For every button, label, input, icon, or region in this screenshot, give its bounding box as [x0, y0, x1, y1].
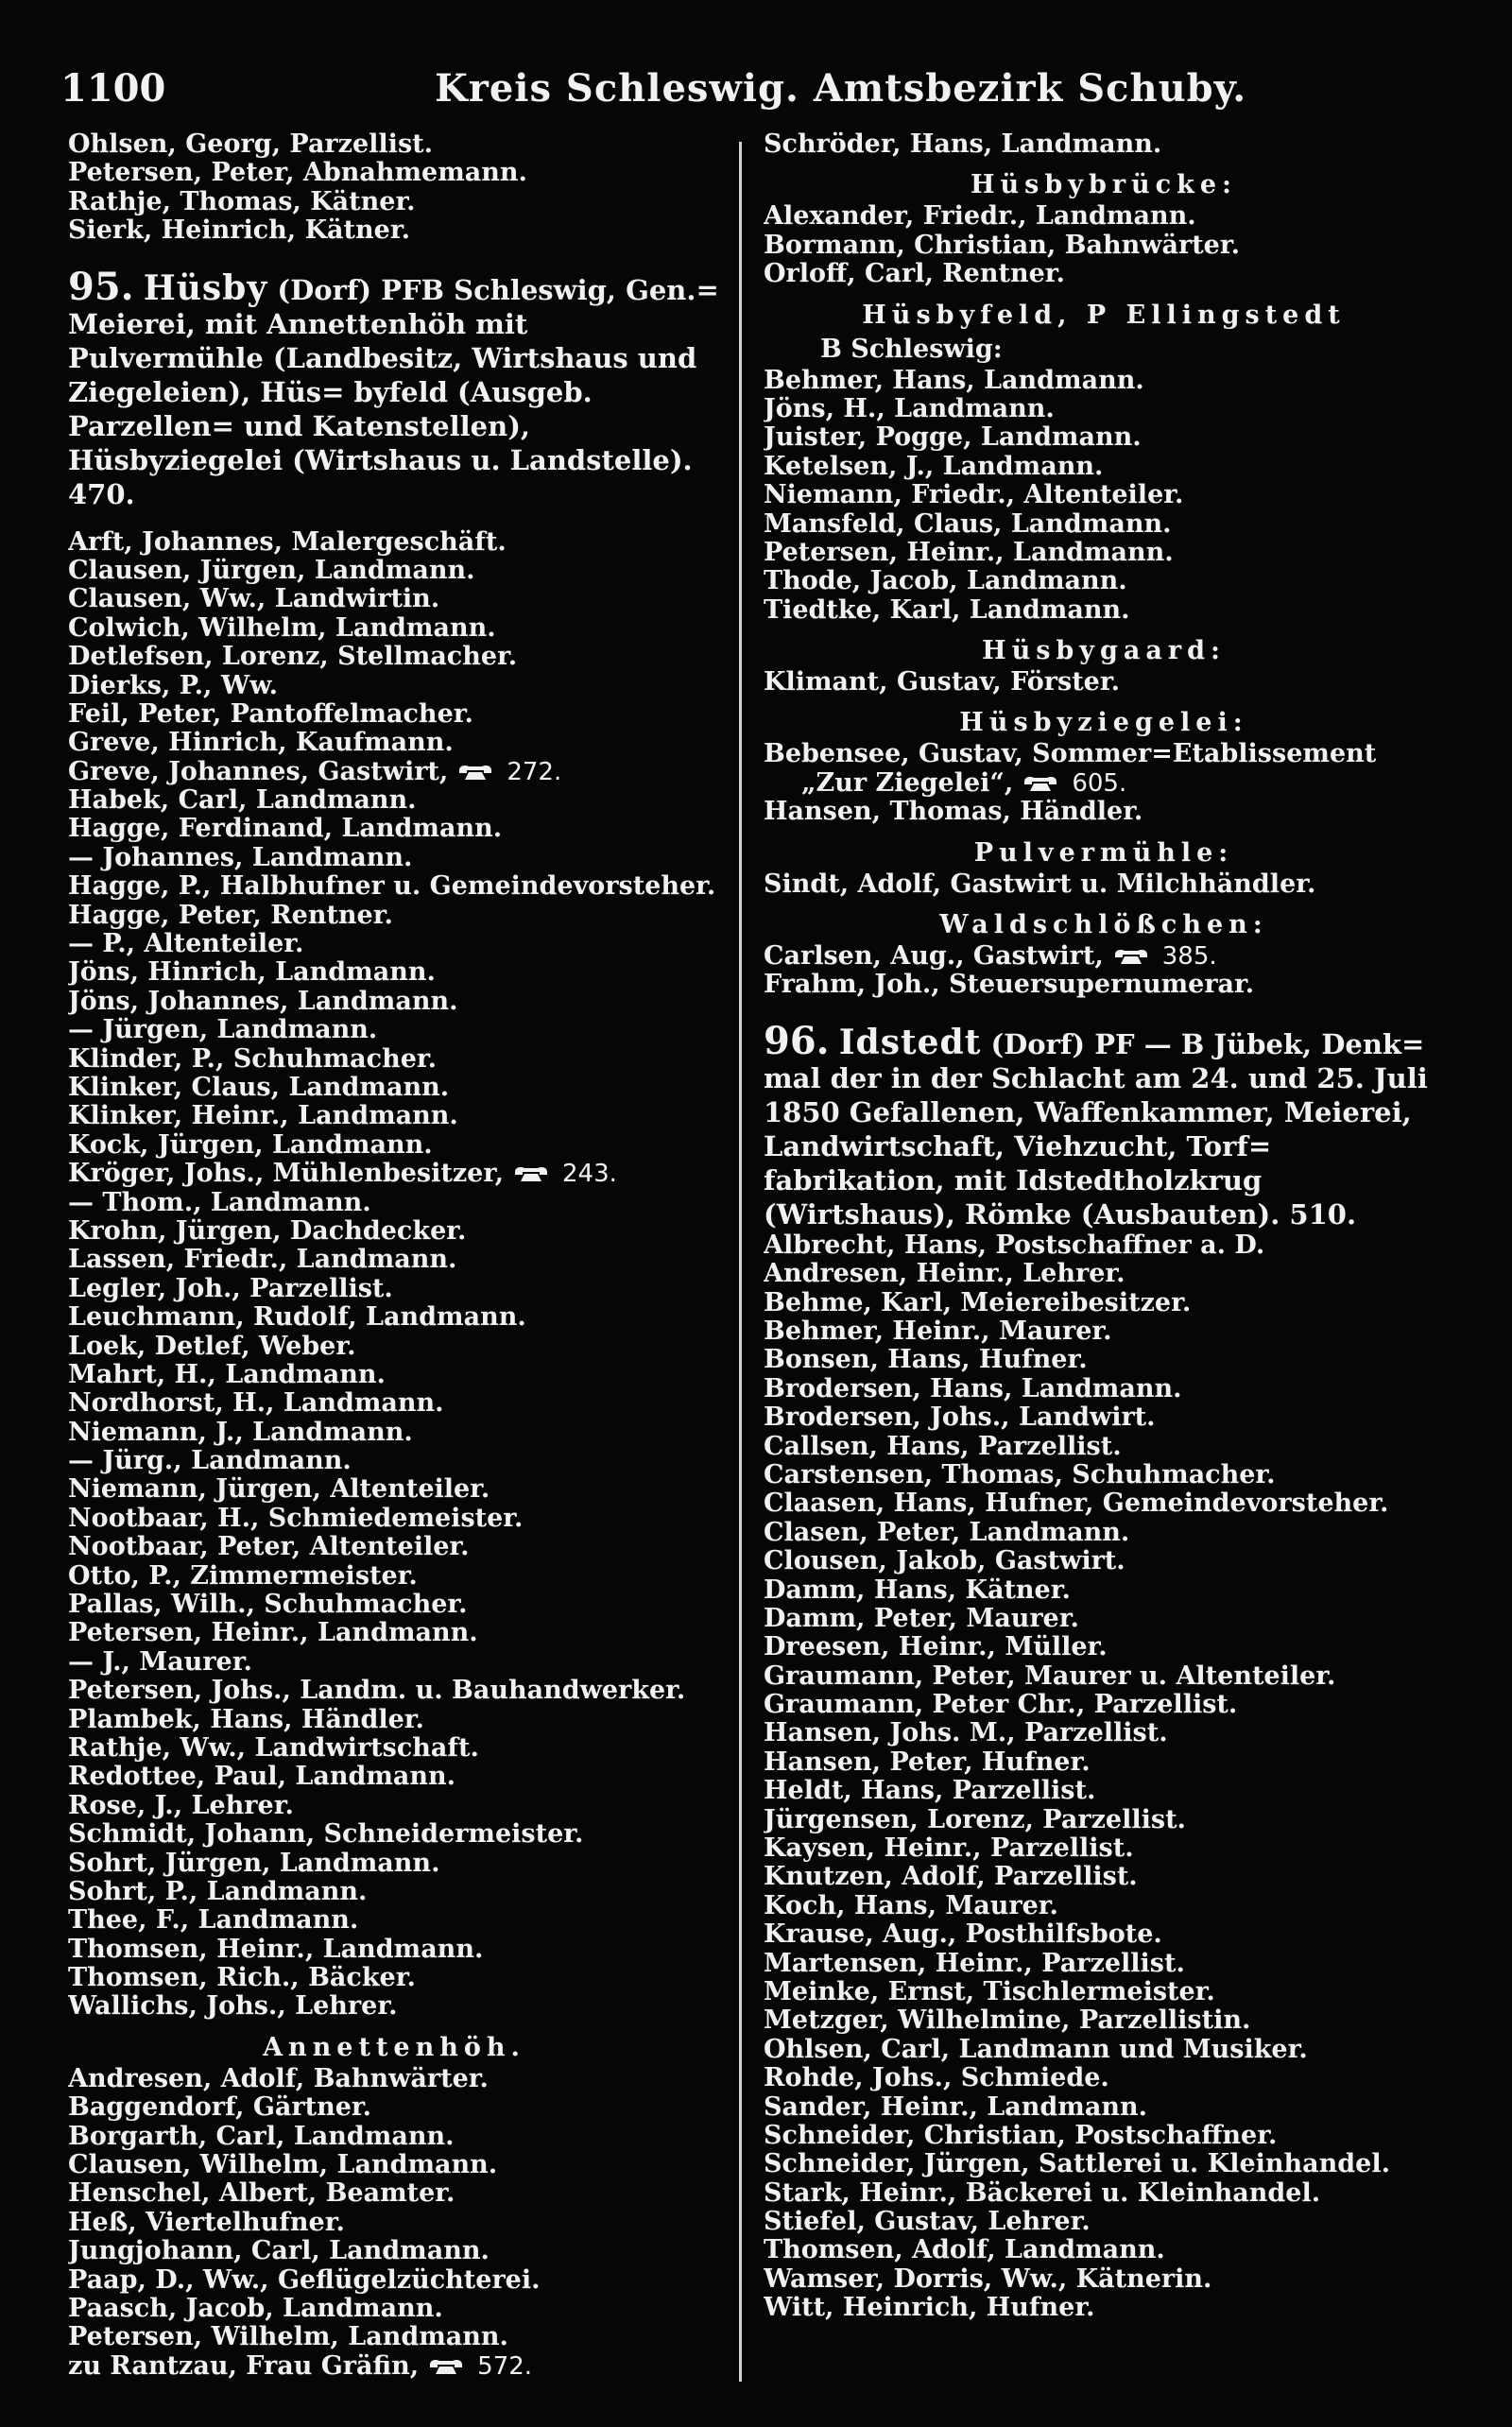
directory-entry [764, 2150, 1444, 2178]
locality-heading: Hüsbyfeld, P Ellingstedt [862, 300, 1346, 330]
entry-text: Rathje, Ww., Landwirtschaft. [68, 1733, 479, 1763]
telephone-icon [513, 1164, 549, 1183]
directory-entry [68, 1591, 720, 1619]
municipality-heading [68, 264, 720, 511]
entry-text: Petersen, Heinr., Landmann. [764, 538, 1174, 567]
entry-text: Graumann, Peter Chr., Parzellist. [764, 1691, 1238, 1720]
directory-entry [764, 1691, 1444, 1719]
directory-entry [764, 1633, 1444, 1661]
entry-text: Clausen, Wilhelm, Landmann. [68, 2151, 498, 2180]
directory-entry [68, 1763, 720, 1791]
directory-entry [764, 1461, 1444, 1489]
directory-entry [68, 1792, 720, 1820]
spacer [68, 246, 720, 263]
entry-text: Jöns, Johannes, Landmann. [68, 987, 458, 1016]
postal-line: B Schleswig: [820, 334, 1003, 364]
directory-entry [68, 1677, 720, 1705]
entry-text: Schneider, Jürgen, Sattlerei u. Kleinhandel. [764, 2150, 1390, 2179]
directory-entry [764, 1346, 1444, 1374]
telephone-icon [1113, 947, 1149, 966]
directory-entry [68, 1533, 720, 1561]
municipality-description: (Dorf) PF — B Jübek, Denk= [990, 1027, 1425, 1060]
entry-text: Feil, Peter, Pantoffelmacher. [68, 699, 473, 729]
municipality-description: (Landbesitz, Wirtshaus und Ziegeleien), Hüs= [68, 341, 697, 408]
entry-text: Klinder, P., Schuhmacher. [68, 1044, 438, 1074]
directory-entry [764, 1978, 1444, 2006]
entry-text: Petersen, Wilhelm, Landmann. [68, 2323, 508, 2352]
running-title: Kreis Schleswig. Amtsbezirk Schuby. [435, 66, 1247, 111]
entry-text: Nootbaar, Peter, Altenteiler. [68, 1533, 470, 1562]
page-number: 1100 [60, 66, 166, 111]
entry-text: Klinker, Heinr., Landmann. [68, 1102, 458, 1131]
entry-text: Hansen, Thomas, Händler. [764, 798, 1143, 827]
directory-entry [764, 798, 1444, 826]
phone-number: 605. [1072, 768, 1127, 798]
entry-text: Sindt, Adolf, Gastwirt u. Milchhändler. [764, 869, 1316, 899]
entry-text: Arft, Johannes, Malergeschäft. [68, 527, 507, 557]
entry-text: Martensen, Heinr., Parzellist. [764, 1949, 1185, 1978]
directory-entry [68, 1303, 720, 1332]
entry-text: Niemann, Friedr., Altenteiler. [764, 481, 1184, 510]
directory-entry [68, 988, 720, 1016]
entry-text: Damm, Hans, Kätner. [764, 1575, 1071, 1605]
entry-text: Ketelsen, J., Landmann. [764, 452, 1104, 481]
entry-text: Henschel, Albert, Beamter. [68, 2179, 455, 2209]
directory-entry [68, 1275, 720, 1303]
entry-text: Behmer, Heinr., Maurer. [764, 1317, 1112, 1346]
entry-text: Brodersen, Johs., Landwirt. [764, 1403, 1156, 1433]
directory-entry: Rathje, Thomas, Kätner. [68, 187, 416, 216]
directory-entry [764, 942, 1444, 971]
directory-entry [764, 1777, 1444, 1805]
directory-entry [764, 1834, 1444, 1863]
entry-text: Carlsen, Aug., Gastwirt, [764, 942, 1104, 972]
entry-text: Krause, Aug., Posthilfsbote. [764, 1920, 1162, 1950]
entry-text: Hansen, Peter, Hufner. [764, 1747, 1091, 1777]
directory-entry [68, 958, 720, 987]
directory-entry [764, 1231, 1444, 1260]
entry-text: Andresen, Heinr., Lehrer. [764, 1260, 1125, 1289]
municipality-description: Hüsbyziegelei (Wirtshaus u. Landstelle). 470. [68, 443, 693, 510]
entry-text: Clausen, Jürgen, Landmann. [68, 556, 475, 585]
directory-entry: Schröder, Hans, Landmann. [764, 130, 1162, 159]
entry-text: Knutzen, Adolf, Parzellist. [764, 1863, 1138, 1892]
spacer [68, 511, 720, 528]
entry-text: — Thom., Landmann. [68, 1188, 371, 1217]
directory-entry [764, 510, 1444, 539]
entry-text: Niemann, Jürgen, Altenteiler. [68, 1475, 490, 1505]
entry-text: Kock, Jürgen, Landmann. [68, 1130, 433, 1160]
telephone-icon [1022, 774, 1058, 793]
directory-entry [764, 2006, 1444, 2035]
entry-text: Kröger, Johs., Mühlenbesitzer, [68, 1160, 505, 1189]
directory-entry [764, 1806, 1444, 1834]
entry-text: zu Rantzau, Frau Gräfin, [68, 2351, 420, 2381]
directory-entry [764, 1920, 1444, 1949]
entry-text: Hansen, Johs. M., Parzellist. [764, 1719, 1168, 1748]
entry-text: Orloff, Carl, Rentner. [764, 260, 1065, 289]
directory-entry [68, 902, 720, 930]
right-column [764, 130, 1444, 2323]
directory-entry [764, 1605, 1444, 1633]
entry-text: Wamser, Dorris, Ww., Kätnerin. [764, 2264, 1212, 2294]
entry-text: Rose, J., Lehrer. [68, 1791, 294, 1820]
directory-entry [68, 1102, 720, 1130]
entry-text: Niemann, J., Landmann. [68, 1418, 413, 1447]
directory-entry [764, 596, 1444, 625]
entry-text: Jungjohann, Carl, Landmann. [68, 2237, 490, 2266]
directory-entry [68, 2266, 720, 2295]
entry-text: Callsen, Hans, Parzellist. [764, 1432, 1122, 1461]
entry-text: — Johannes, Landmann. [68, 843, 413, 872]
directory-entry [68, 1475, 720, 1504]
entry-text: Metzger, Wilhelmine, Parzellistin. [764, 2006, 1251, 2036]
directory-entry [68, 585, 720, 613]
column-divider [739, 142, 742, 2382]
entry-text: „Zur Ziegelei“, [801, 768, 1014, 798]
directory-entry [68, 786, 720, 815]
locality-heading: Annettenhöh. [263, 2032, 525, 2062]
entry-text: Klimant, Gustav, Förster. [764, 668, 1121, 697]
locality-heading: Pulvermühle: [973, 837, 1234, 868]
directory-entry [68, 2065, 720, 2093]
directory-entry [68, 1447, 720, 1475]
directory-entry [68, 1562, 720, 1591]
entry-text: Rohde, Johs., Schmiede. [764, 2064, 1109, 2093]
directory-entry [68, 1619, 720, 1647]
directory-entry [764, 1748, 1444, 1777]
directory-entry [764, 1892, 1444, 1920]
entry-text: Hagge, Peter, Rentner. [68, 901, 393, 930]
entry-text: Pallas, Wilh., Schuhmacher. [68, 1591, 468, 1620]
municipality-description: Juli 1850 Gefallenen, Waffenkammer, [764, 1061, 1428, 1128]
entry-text: Tiedtke, Karl, Landmann. [764, 595, 1130, 625]
entry-text: Redottee, Paul, Landmann. [68, 1763, 456, 1792]
locality-heading: Hüsbybrücke: [971, 170, 1237, 200]
directory-entry [764, 769, 1444, 798]
directory-entry [764, 1317, 1444, 1346]
entry-text: Colwich, Wilhelm, Landmann. [68, 613, 496, 643]
entry-text: Graumann, Peter, Maurer u. Altenteiler. [764, 1661, 1336, 1691]
entry-text: Detlefsen, Lorenz, Stellmacher. [68, 643, 518, 672]
directory-entry [764, 1719, 1444, 1747]
entry-text: Legler, Joh., Parzellist. [68, 1274, 393, 1303]
directory-entry [764, 740, 1444, 768]
entry-text: Behme, Karl, Meiereibesitzer. [764, 1288, 1192, 1317]
directory-entry [68, 1906, 720, 1935]
directory-entry [764, 1576, 1444, 1605]
directory-entry [764, 1519, 1444, 1547]
municipality-name: Idstedt [838, 1022, 982, 1062]
directory-entry [68, 1505, 720, 1533]
entry-text: Behmer, Hans, Landmann. [764, 366, 1144, 395]
directory-entry [764, 539, 1444, 567]
entry-text: Stark, Heinr., Bäckerei u. Kleinhandel. [764, 2178, 1321, 2208]
directory-entry [68, 1878, 720, 1906]
entry-text: Albrecht, Hans, Postschaffner a. D. [764, 1231, 1265, 1260]
directory-entry [68, 729, 720, 757]
directory-entry [68, 2352, 720, 2381]
directory-entry [68, 2179, 720, 2208]
entry-text: Sohrt, Jürgen, Landmann. [68, 1849, 440, 1878]
entry-text: Petersen, Johs., Landm. u. Bauhandwerker. [68, 1677, 686, 1706]
directory-entry [68, 2123, 720, 2151]
directory-entry [764, 2122, 1444, 2150]
entry-text: Thomsen, Rich., Bäcker. [68, 1964, 416, 1993]
locality-heading: Waldschlößchen: [939, 910, 1268, 940]
directory-entry [68, 758, 720, 786]
directory-entry [764, 1433, 1444, 1461]
entry-text: Mansfeld, Claus, Landmann. [764, 509, 1172, 539]
directory-entry [68, 1045, 720, 1074]
directory-entry [68, 2093, 720, 2122]
entry-text: Klinker, Claus, Landmann. [68, 1073, 450, 1102]
entry-text: Heß, Viertelhufner. [68, 2208, 345, 2237]
directory-entry [68, 643, 720, 671]
entry-text: Thomsen, Heinr., Landmann. [68, 1935, 484, 1964]
entry-text: Wallichs, Johs., Lehrer. [68, 1992, 398, 2022]
directory-entry [68, 1389, 720, 1418]
directory-entry [764, 1489, 1444, 1518]
entry-text: Greve, Johannes, Gastwirt, [68, 757, 449, 786]
directory-entry [68, 1734, 720, 1763]
municipality-description: mal der in der Schlacht am 24. und 25. [764, 1061, 1365, 1094]
phone-number: 385. [1161, 942, 1217, 972]
directory-entry [68, 1419, 720, 1447]
directory-entry [764, 2265, 1444, 2294]
page-header [57, 66, 1455, 123]
directory-entry [764, 395, 1444, 423]
directory-entry [68, 2237, 720, 2265]
directory-entry [764, 481, 1444, 509]
entry-text: Witt, Heinrich, Hufner. [764, 2294, 1095, 2323]
directory-entry [764, 2093, 1444, 2122]
directory-entry [68, 844, 720, 872]
directory-entry [764, 2179, 1444, 2208]
entry-text: Paap, D., Ww., Geflügelzüchterei. [68, 2265, 541, 2295]
entry-text: Nordhorst, H., Landmann. [68, 1389, 444, 1419]
entry-text: Frahm, Joh., Steuersupernumerar. [764, 971, 1255, 1000]
directory-entry [68, 2151, 720, 2179]
directory-entry [68, 872, 720, 901]
directory-entry [68, 1016, 720, 1044]
entry-text: Schneider, Christian, Postschaffner. [764, 2121, 1278, 2150]
directory-entry [68, 1189, 720, 1217]
directory-entry: Sierk, Heinrich, Kätner. [68, 216, 410, 246]
entry-text: Stiefel, Gustav, Lehrer. [764, 2208, 1091, 2237]
directory-entry [68, 2209, 720, 2237]
locality-heading: Hüsbyziegelei: [959, 708, 1248, 738]
entry-text: Claasen, Hans, Hufner, Gemeindevorsteher. [764, 1489, 1389, 1519]
entry-text: Nootbaar, H., Schmiedemeister. [68, 1504, 524, 1533]
phone-number: 572. [477, 2351, 533, 2381]
entry-text: Brodersen, Hans, Landmann. [764, 1374, 1182, 1403]
directory-entry [68, 672, 720, 700]
directory-entry [764, 870, 1444, 899]
entry-text: Jöns, Hinrich, Landmann. [68, 958, 436, 988]
entry-text: Juister, Pogge, Landmann. [764, 423, 1142, 453]
directory-entry [764, 1403, 1444, 1432]
directory-entry [764, 1547, 1444, 1575]
entry-text: Mahrt, H., Landmann. [68, 1360, 386, 1389]
municipality-heading [764, 1018, 1444, 1231]
directory-entry [764, 668, 1444, 697]
directory-entry [68, 557, 720, 585]
entry-text: Leuchmann, Rudolf, Landmann. [68, 1303, 526, 1333]
directory-entry [764, 1375, 1444, 1403]
entry-text: — Jürgen, Landmann. [68, 1016, 378, 1045]
directory-entry [68, 1706, 720, 1734]
entry-text: Alexander, Friedr., Landmann. [764, 202, 1196, 232]
entry-text: Petersen, Heinr., Landmann. [68, 1619, 478, 1648]
municipality-description: byfeld (Ausgeb. Parzellen= und Katenstellen), [68, 375, 593, 442]
entry-text: Clasen, Peter, Landmann. [764, 1518, 1130, 1547]
entry-text: Paasch, Jacob, Landmann. [68, 2295, 443, 2323]
directory-entry [764, 2208, 1444, 2236]
directory-entry [764, 2236, 1444, 2264]
entry-text: Schmidt, Johann, Schneidermeister. [68, 1820, 584, 1850]
directory-entry [68, 1964, 720, 1992]
directory-entry [68, 1074, 720, 1102]
municipality-description: fabrikation, mit Idstedtholzkrug (Wirtshaus), [764, 1163, 1263, 1231]
entry-text: — P., Altenteiler. [68, 930, 304, 959]
directory-entry [68, 2323, 720, 2351]
directory-entry [68, 528, 720, 557]
directory-entry [764, 971, 1444, 999]
directory-entry [764, 202, 1444, 231]
entry-text: Meinke, Ernst, Tischlermeister. [764, 1977, 1215, 2006]
entry-text: Greve, Hinrich, Kaufmann. [68, 729, 454, 758]
entry-text: Jöns, H., Landmann. [764, 394, 1055, 423]
directory-entry [68, 1992, 720, 2021]
directory-entry [764, 1260, 1444, 1288]
entry-text: Loek, Detlef, Weber. [68, 1332, 356, 1361]
entry-text: Thee, F., Landmann. [68, 1906, 359, 1936]
telephone-icon [457, 763, 493, 782]
entry-text: Koch, Hans, Maurer. [764, 1891, 1058, 1920]
municipality-description: (Dorf) PFB Schleswig, Gen.= [277, 273, 719, 306]
directory-entry [68, 1361, 720, 1389]
directory-entry [68, 1131, 720, 1160]
municipality-number: 96. [764, 1018, 830, 1063]
directory-entry [68, 1160, 720, 1188]
entry-text: Damm, Peter, Maurer. [764, 1604, 1079, 1633]
directory-entry [68, 700, 720, 729]
entry-text: Plambek, Hans, Händler. [68, 1705, 424, 1734]
municipality-name: Hüsby [143, 267, 268, 308]
entry-text: Borgarth, Carl, Landmann. [68, 2122, 455, 2151]
directory-entry [764, 2294, 1444, 2322]
directory-entry [68, 1246, 720, 1274]
entry-text: Habek, Carl, Landmann. [68, 786, 417, 816]
directory-entry [764, 260, 1444, 288]
directory-entry [764, 1950, 1444, 1978]
entry-text: Andresen, Adolf, Bahnwärter. [68, 2064, 489, 2093]
directory-entry [68, 1333, 720, 1361]
directory-entry [764, 1863, 1444, 1891]
entry-text: Bormann, Christian, Bahnwärter. [764, 231, 1240, 260]
entry-text: Hagge, P., Halbhufner u. Gemeindevorsteher. [68, 872, 716, 902]
directory-entry [68, 1850, 720, 1878]
directory-entry [68, 1648, 720, 1677]
entry-text: Baggendorf, Gärtner. [68, 2093, 372, 2123]
entry-text: Kaysen, Heinr., Parzellist. [764, 1834, 1134, 1864]
directory-entry [68, 1936, 720, 1964]
directory-entry [68, 1217, 720, 1246]
entry-text: Heldt, Hans, Parzellist. [764, 1777, 1096, 1806]
directory-entry [68, 614, 720, 643]
entry-text: Lassen, Friedr., Landmann. [68, 1246, 457, 1275]
directory-entry [764, 2064, 1444, 2092]
directory-entry [764, 1662, 1444, 1691]
entry-text: Sohrt, P., Landmann. [68, 1877, 368, 1906]
directory-entry [68, 1820, 720, 1849]
municipality-description: Meierei, mit Annettenhöh mit Pulvermühle [68, 307, 528, 374]
entry-text: Bonsen, Hans, Hufner. [764, 1346, 1088, 1375]
entry-text: Ohlsen, Carl, Landmann und Musiker. [764, 2035, 1308, 2064]
directory-entry [764, 232, 1444, 260]
phone-number: 272. [507, 757, 562, 786]
municipality-description: Meierei, Landwirtschaft, Viehzucht, Torf= [764, 1095, 1412, 1162]
entry-text: Krohn, Jürgen, Dachdecker. [68, 1216, 467, 1246]
directory-entry: Petersen, Peter, Abnahmemann. [68, 159, 527, 188]
entry-text: Otto, P., Zimmermeister. [68, 1561, 418, 1591]
entry-text: Jürgensen, Lorenz, Parzellist. [764, 1805, 1186, 1834]
entry-text: Dierks, P., Ww. [68, 671, 279, 700]
entry-text: Hagge, Ferdinand, Landmann. [68, 815, 503, 844]
directory-entry [764, 1289, 1444, 1317]
directory-entry [764, 367, 1444, 395]
left-column [68, 130, 720, 2381]
entry-text: Sander, Heinr., Landmann. [764, 2092, 1147, 2122]
entry-text: Dreesen, Heinr., Müller. [764, 1633, 1108, 1662]
locality-heading: Hüsbygaard: [982, 636, 1226, 666]
directory-entry [68, 930, 720, 958]
spacer [764, 1000, 1444, 1017]
entry-text: Clousen, Jakob, Gastwirt. [764, 1547, 1125, 1576]
entry-text: Bebensee, Gustav, Sommer=Etablissement [764, 740, 1377, 769]
municipality-number: 95. [68, 264, 134, 309]
directory-entry [68, 2295, 720, 2323]
directory-entry [764, 2036, 1444, 2064]
directory-entry [764, 423, 1444, 452]
phone-number: 243. [562, 1160, 617, 1189]
entry-text: — J., Maurer. [68, 1647, 252, 1677]
telephone-icon [428, 2357, 464, 2376]
directory-entry: Ohlsen, Georg, Parzellist. [68, 130, 434, 159]
entry-text: — Jürg., Landmann. [68, 1447, 352, 1476]
entry-text: Carstensen, Thomas, Schuhmacher. [764, 1460, 1276, 1489]
entry-text: Thomsen, Adolf, Landmann. [764, 2236, 1165, 2265]
entry-text: Clausen, Ww., Landwirtin. [68, 585, 440, 614]
directory-entry [764, 453, 1444, 481]
entry-text: Thode, Jacob, Landmann. [764, 567, 1127, 596]
municipality-description: Römke (Ausbauten). 510. [965, 1197, 1357, 1231]
directory-entry [764, 567, 1444, 595]
directory-entry [68, 815, 720, 843]
